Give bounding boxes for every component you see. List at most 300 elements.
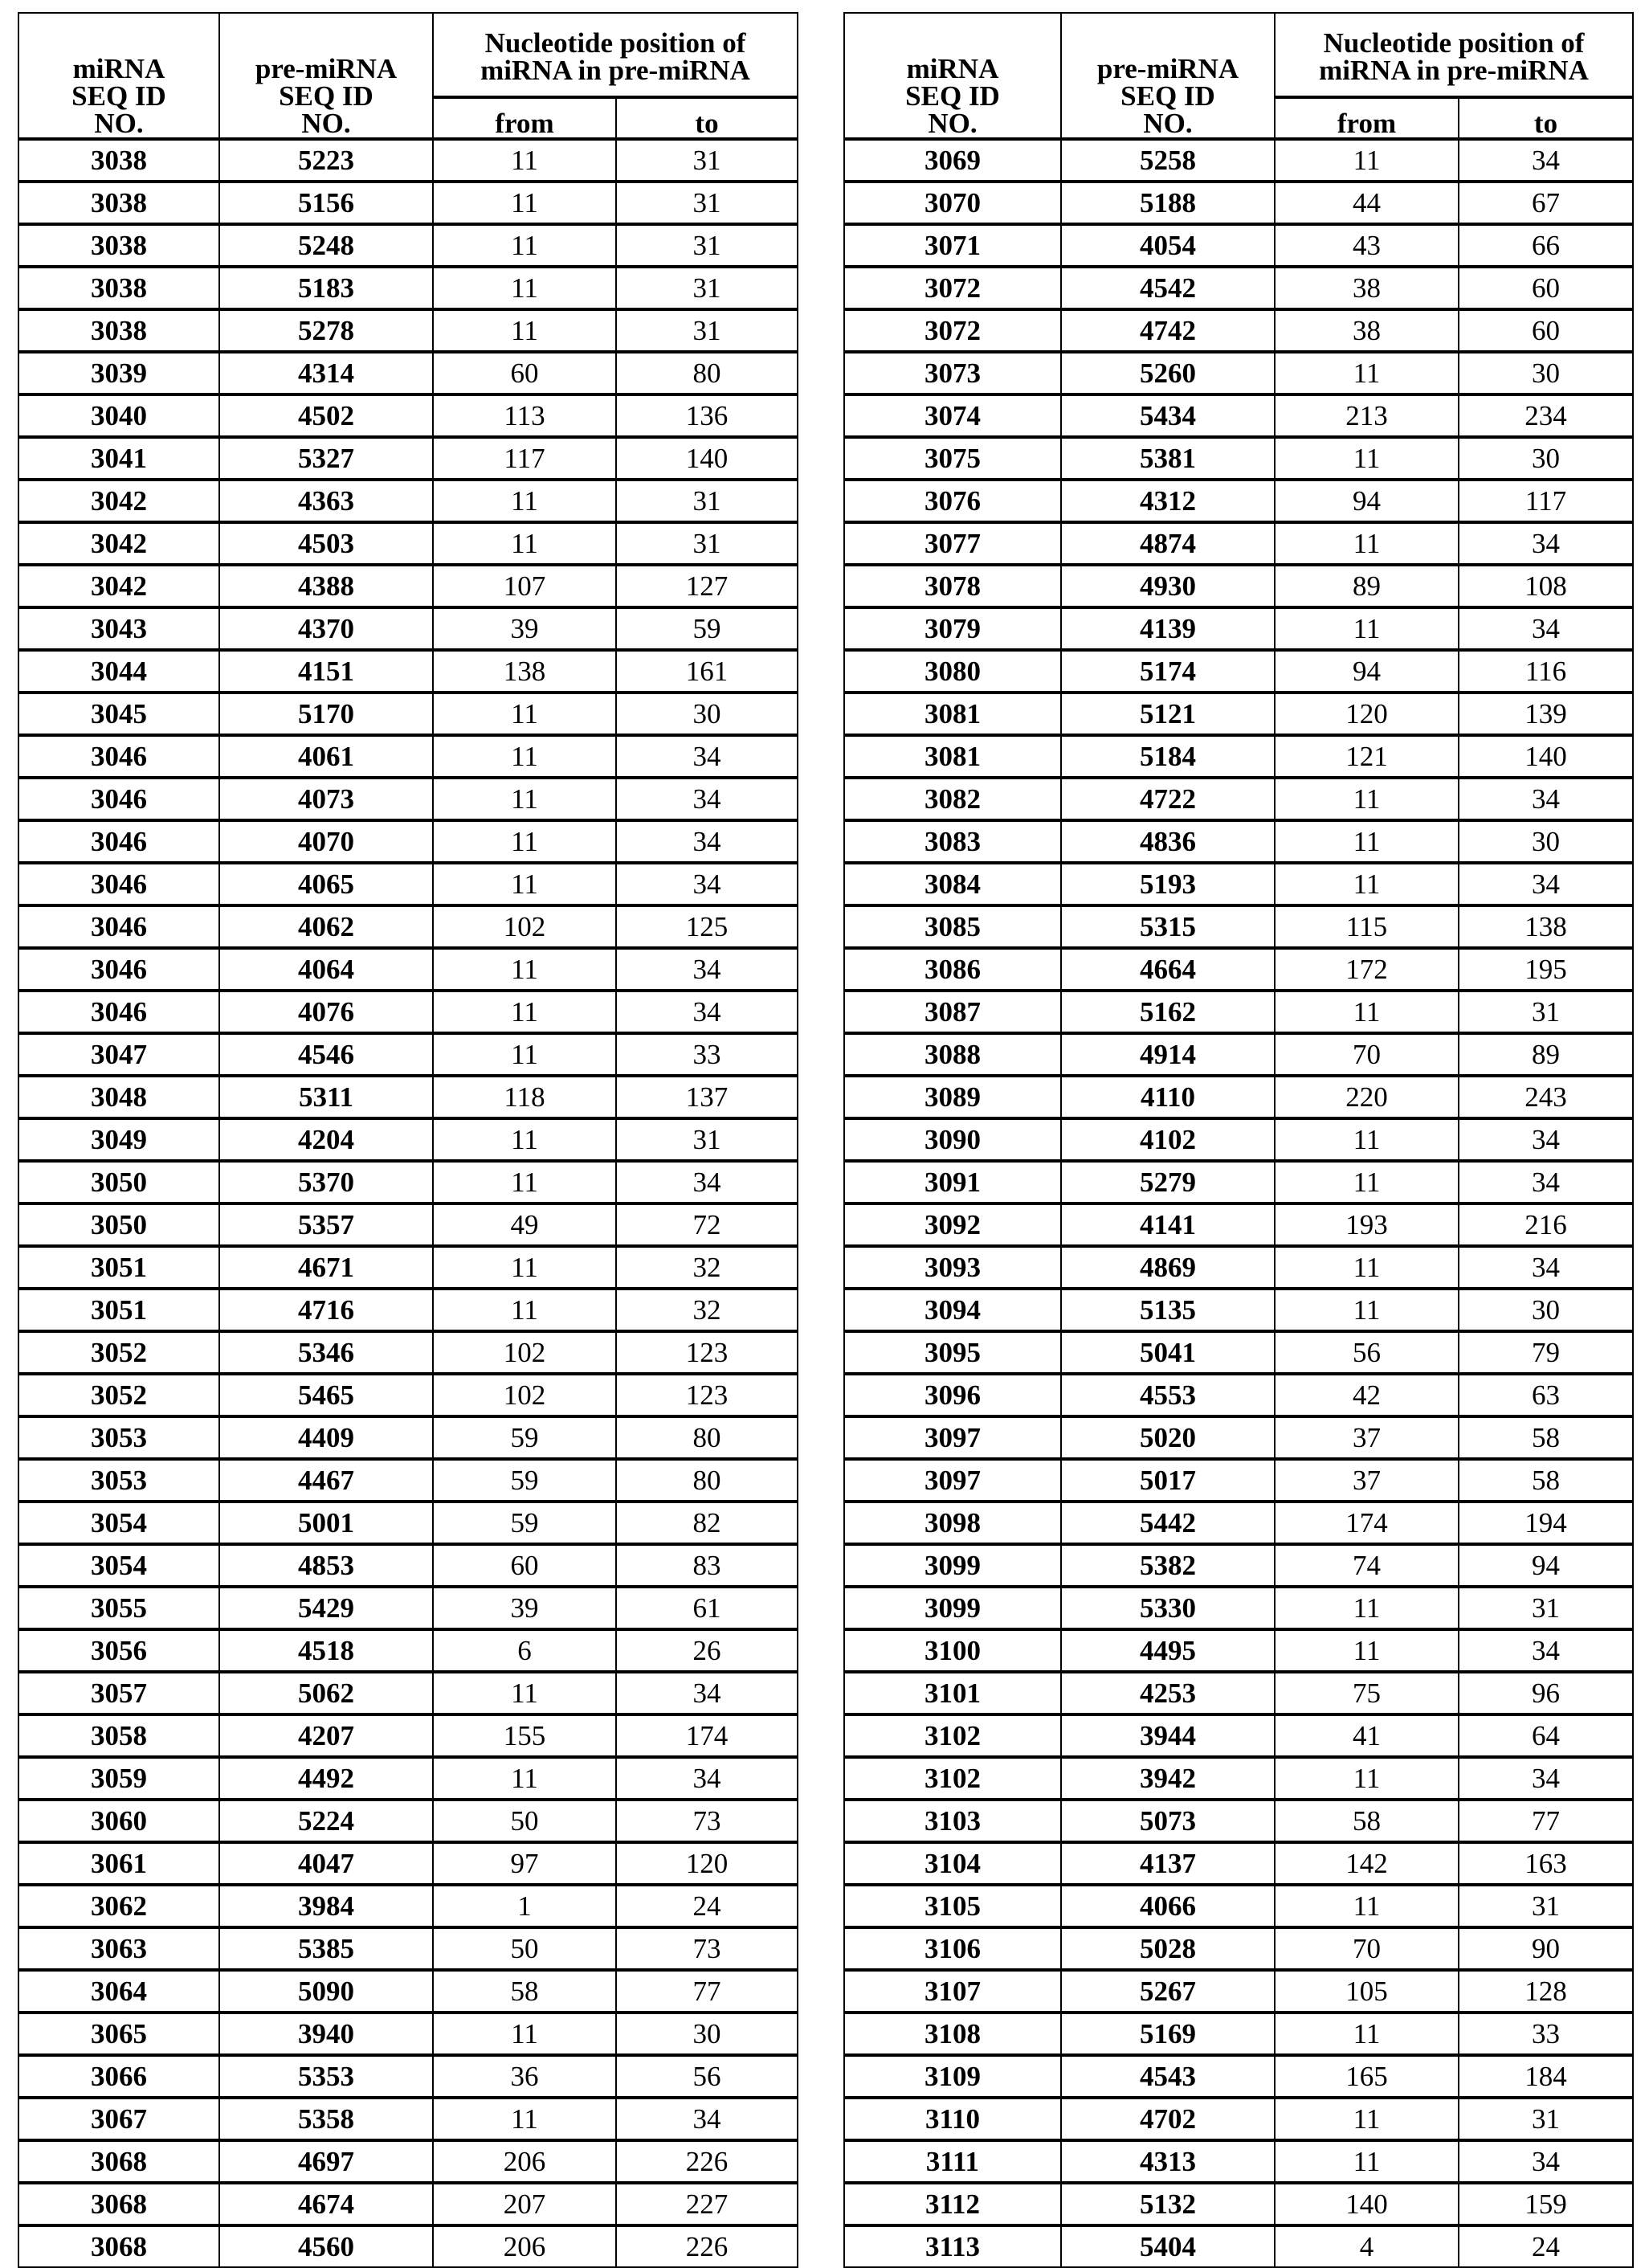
header-pre-mirna-seq-id: [1061, 13, 1275, 139]
mirna-seq-id-cell: 3072: [844, 267, 1061, 309]
table-row: [18, 1587, 798, 1629]
table-row: [844, 1544, 1633, 1587]
pre-mirna-seq-id-cell: 5346: [219, 1331, 433, 1374]
to-cell: 90: [1459, 1927, 1633, 1970]
to-cell: 30: [616, 2013, 798, 2055]
to-cell: 34: [1459, 2140, 1633, 2183]
to-cell: 32: [616, 1289, 798, 1331]
table-row: [844, 480, 1633, 522]
header-mirna-seq-id: [844, 13, 1061, 139]
mirna-seq-id-cell: 3094: [844, 1289, 1061, 1331]
pre-mirna-seq-id-cell: 3940: [219, 2013, 433, 2055]
from-cell: 39: [433, 607, 616, 650]
mirna-seq-id-cell: 3038: [18, 182, 219, 224]
from-cell: 11: [1275, 1587, 1459, 1629]
mirna-seq-id-cell: 3110: [844, 2098, 1061, 2140]
from-cell: 75: [1275, 1672, 1459, 1714]
pre-mirna-seq-id-cell: 4151: [219, 650, 433, 693]
from-cell: 59: [433, 1416, 616, 1459]
to-cell: 31: [616, 522, 798, 565]
pre-mirna-seq-id-cell: 5311: [219, 1076, 433, 1118]
pre-mirna-seq-id-cell: 4560: [219, 2225, 433, 2267]
to-cell: 117: [1459, 480, 1633, 522]
table-row: [18, 267, 798, 309]
from-cell: 97: [433, 1842, 616, 1885]
table-row: [844, 2183, 1633, 2225]
pre-mirna-seq-id-cell: 5385: [219, 1927, 433, 1970]
table-row: [844, 607, 1633, 650]
to-cell: 184: [1459, 2055, 1633, 2098]
to-cell: 34: [1459, 1161, 1633, 1203]
to-cell: 34: [1459, 863, 1633, 905]
table-row: [18, 948, 798, 991]
pre-mirna-seq-id-cell: 4102: [1061, 1118, 1275, 1161]
header-mirna-seq-id: [18, 13, 219, 139]
mirna-seq-id-cell: 3083: [844, 820, 1061, 863]
header-text: SEQ ID: [1120, 80, 1215, 112]
to-cell: 120: [616, 1842, 798, 1885]
header-from: from: [433, 97, 616, 139]
table-row: [844, 2225, 1633, 2267]
from-cell: 102: [433, 1374, 616, 1416]
mirna-seq-id-cell: 3041: [18, 437, 219, 480]
from-cell: 105: [1275, 1970, 1459, 2013]
pre-mirna-seq-id-cell: 4546: [219, 1033, 433, 1076]
header-text: SEQ ID: [279, 80, 373, 112]
to-cell: 34: [1459, 607, 1633, 650]
pre-mirna-seq-id-cell: 5434: [1061, 394, 1275, 437]
from-cell: 11: [1275, 1246, 1459, 1289]
pre-mirna-seq-id-cell: 5188: [1061, 182, 1275, 224]
pre-mirna-seq-id-cell: 5062: [219, 1672, 433, 1714]
mirna-seq-id-cell: 3074: [844, 394, 1061, 437]
to-cell: 63: [1459, 1374, 1633, 1416]
to-cell: 58: [1459, 1459, 1633, 1502]
to-cell: 80: [616, 1416, 798, 1459]
from-cell: 59: [433, 1502, 616, 1544]
table-row: [844, 224, 1633, 267]
to-cell: 24: [616, 1885, 798, 1927]
from-cell: 213: [1275, 394, 1459, 437]
mirna-seq-id-cell: 3100: [844, 1629, 1061, 1672]
pre-mirna-seq-id-cell: 4141: [1061, 1203, 1275, 1246]
pre-mirna-seq-id-cell: 4065: [219, 863, 433, 905]
header-to: to: [1459, 97, 1633, 139]
pre-mirna-seq-id-cell: 5267: [1061, 1970, 1275, 2013]
pre-mirna-seq-id-cell: 4671: [219, 1246, 433, 1289]
to-cell: 30: [616, 693, 798, 735]
table-row: [844, 352, 1633, 394]
pre-mirna-seq-id-cell: 4253: [1061, 1672, 1275, 1714]
from-cell: 207: [433, 2183, 616, 2225]
pre-mirna-seq-id-cell: 5429: [219, 1587, 433, 1629]
pre-mirna-seq-id-cell: 5162: [1061, 991, 1275, 1033]
table-row: [18, 991, 798, 1033]
table-row: [844, 778, 1633, 820]
mirna-seq-id-cell: 3082: [844, 778, 1061, 820]
pre-mirna-seq-id-cell: 4062: [219, 905, 433, 948]
from-cell: 11: [433, 735, 616, 778]
from-cell: 39: [433, 1587, 616, 1629]
mirna-seq-id-cell: 3067: [18, 2098, 219, 2140]
mirna-seq-id-cell: 3073: [844, 352, 1061, 394]
from-cell: 11: [433, 1161, 616, 1203]
mirna-seq-id-cell: 3080: [844, 650, 1061, 693]
from-cell: 120: [1275, 693, 1459, 735]
pre-mirna-seq-id-cell: 4054: [1061, 224, 1275, 267]
to-cell: 195: [1459, 948, 1633, 991]
from-cell: 11: [433, 522, 616, 565]
mirna-seq-id-cell: 3081: [844, 693, 1061, 735]
pre-mirna-seq-id-cell: 5358: [219, 2098, 433, 2140]
table-row: [844, 693, 1633, 735]
table-row: [18, 565, 798, 607]
from-cell: 138: [433, 650, 616, 693]
to-cell: 31: [616, 480, 798, 522]
from-cell: 11: [433, 863, 616, 905]
header-text: NO.: [928, 108, 977, 139]
to-cell: 161: [616, 650, 798, 693]
to-cell: 34: [1459, 139, 1633, 182]
pre-mirna-seq-id-cell: 4495: [1061, 1629, 1275, 1672]
pre-mirna-seq-id-cell: 4697: [219, 2140, 433, 2183]
from-cell: 11: [433, 2098, 616, 2140]
from-cell: 206: [433, 2140, 616, 2183]
table-row: [18, 1331, 798, 1374]
from-cell: 56: [1275, 1331, 1459, 1374]
table-row: [844, 1927, 1633, 1970]
mirna-seq-id-cell: 3107: [844, 1970, 1061, 2013]
pre-mirna-seq-id-cell: 5315: [1061, 905, 1275, 948]
to-cell: 30: [1459, 437, 1633, 480]
from-cell: 11: [433, 480, 616, 522]
table-row: [844, 1587, 1633, 1629]
pre-mirna-seq-id-cell: 5156: [219, 182, 433, 224]
table-body-left: [18, 139, 798, 2267]
from-cell: 11: [1275, 352, 1459, 394]
to-cell: 80: [616, 352, 798, 394]
pre-mirna-seq-id-cell: 4543: [1061, 2055, 1275, 2098]
mirna-seq-id-cell: 3099: [844, 1587, 1061, 1629]
pre-mirna-seq-id-cell: 5465: [219, 1374, 433, 1416]
from-cell: 6: [433, 1629, 616, 1672]
from-cell: 70: [1275, 1033, 1459, 1076]
to-cell: 243: [1459, 1076, 1633, 1118]
pre-mirna-seq-id-cell: 4207: [219, 1714, 433, 1757]
mirna-seq-id-cell: 3042: [18, 565, 219, 607]
to-cell: 31: [1459, 1587, 1633, 1629]
pre-mirna-seq-id-cell: 3984: [219, 1885, 433, 1927]
to-cell: 137: [616, 1076, 798, 1118]
header-text: pre-miRNA: [255, 53, 397, 84]
from-cell: 11: [433, 182, 616, 224]
mirna-seq-id-cell: 3046: [18, 991, 219, 1033]
from-cell: 38: [1275, 267, 1459, 309]
pre-mirna-seq-id-cell: 5028: [1061, 1927, 1275, 1970]
table-row: [844, 1246, 1633, 1289]
mirna-seq-id-cell: 3092: [844, 1203, 1061, 1246]
pre-mirna-seq-id-cell: 5223: [219, 139, 433, 182]
table-row: [18, 394, 798, 437]
pre-mirna-seq-id-cell: 4492: [219, 1757, 433, 1800]
from-cell: 11: [1275, 991, 1459, 1033]
from-cell: 11: [1275, 2140, 1459, 2183]
from-cell: 11: [1275, 1289, 1459, 1331]
pre-mirna-seq-id-cell: 4110: [1061, 1076, 1275, 1118]
mirna-seq-id-cell: 3046: [18, 905, 219, 948]
mirna-seq-id-cell: 3053: [18, 1416, 219, 1459]
table-row: [844, 991, 1633, 1033]
to-cell: 34: [616, 1757, 798, 1800]
to-cell: 96: [1459, 1672, 1633, 1714]
mirna-seq-id-cell: 3038: [18, 224, 219, 267]
to-cell: 139: [1459, 693, 1633, 735]
to-cell: 30: [1459, 1289, 1633, 1331]
to-cell: 77: [1459, 1800, 1633, 1842]
table-row: [18, 522, 798, 565]
mirna-seq-id-cell: 3078: [844, 565, 1061, 607]
from-cell: 11: [433, 1672, 616, 1714]
table-row: [18, 607, 798, 650]
mirna-seq-id-cell: 3076: [844, 480, 1061, 522]
to-cell: 33: [1459, 2013, 1633, 2055]
header-text: SEQ ID: [905, 80, 1000, 112]
table-row: [18, 1544, 798, 1587]
to-cell: 128: [1459, 1970, 1633, 2013]
header-text: miRNA in pre-miRNA: [480, 55, 750, 86]
table-row: [844, 1203, 1633, 1246]
pre-mirna-seq-id-cell: 4070: [219, 820, 433, 863]
pre-mirna-seq-id-cell: 4869: [1061, 1246, 1275, 1289]
header-text: miRNA: [907, 53, 999, 84]
table-row: [18, 693, 798, 735]
to-cell: 31: [616, 267, 798, 309]
mirna-seq-id-cell: 3068: [18, 2225, 219, 2267]
mirna-seq-id-cell: 3072: [844, 309, 1061, 352]
pre-mirna-seq-id-cell: 5278: [219, 309, 433, 352]
pre-mirna-seq-id-cell: 5382: [1061, 1544, 1275, 1587]
table-row: [844, 1076, 1633, 1118]
table-row: [844, 735, 1633, 778]
mirna-seq-id-cell: 3104: [844, 1842, 1061, 1885]
table-row: [18, 1502, 798, 1544]
table-row: [844, 1416, 1633, 1459]
table-row: [844, 1289, 1633, 1331]
mirna-seq-id-cell: 3044: [18, 650, 219, 693]
header-text: NO.: [1143, 108, 1192, 139]
from-cell: 44: [1275, 182, 1459, 224]
header-text: pre-miRNA: [1097, 53, 1239, 84]
from-cell: 11: [1275, 1629, 1459, 1672]
pre-mirna-seq-id-cell: 5224: [219, 1800, 433, 1842]
to-cell: 123: [616, 1374, 798, 1416]
table-row: [18, 2183, 798, 2225]
pre-mirna-seq-id-cell: 4503: [219, 522, 433, 565]
from-cell: 115: [1275, 905, 1459, 948]
pre-mirna-seq-id-cell: 4914: [1061, 1033, 1275, 1076]
to-cell: 64: [1459, 1714, 1633, 1757]
mirna-seq-id-cell: 3046: [18, 778, 219, 820]
pre-mirna-seq-id-cell: 4363: [219, 480, 433, 522]
mirna-seq-id-cell: 3038: [18, 267, 219, 309]
from-cell: 11: [433, 1757, 616, 1800]
pre-mirna-seq-id-cell: 3944: [1061, 1714, 1275, 1757]
to-cell: 34: [616, 820, 798, 863]
mirna-seq-id-cell: 3043: [18, 607, 219, 650]
pre-mirna-seq-id-cell: 4064: [219, 948, 433, 991]
header-text: Nucleotide position of: [485, 27, 746, 59]
from-cell: 60: [433, 1544, 616, 1587]
mirna-seq-id-cell: 3077: [844, 522, 1061, 565]
to-cell: 34: [1459, 1118, 1633, 1161]
mirna-seq-id-cell: 3106: [844, 1927, 1061, 1970]
mirna-seq-id-cell: 3057: [18, 1672, 219, 1714]
table-row: [844, 2098, 1633, 2140]
mirna-seq-id-cell: 3113: [844, 2225, 1061, 2267]
pre-mirna-seq-id-cell: 5404: [1061, 2225, 1275, 2267]
mirna-table-left: [18, 12, 798, 2268]
pre-mirna-seq-id-cell: 4204: [219, 1118, 433, 1161]
to-cell: 34: [1459, 1629, 1633, 1672]
from-cell: 193: [1275, 1203, 1459, 1246]
table-row: [844, 309, 1633, 352]
mirna-seq-id-cell: 3052: [18, 1374, 219, 1416]
to-cell: 31: [616, 1118, 798, 1161]
mirna-seq-id-cell: 3087: [844, 991, 1061, 1033]
to-cell: 72: [616, 1203, 798, 1246]
table-row: [18, 1161, 798, 1203]
header-from: from: [1275, 97, 1459, 139]
table-row: [844, 1970, 1633, 2013]
pre-mirna-seq-id-cell: 4409: [219, 1416, 433, 1459]
table-row: [844, 1118, 1633, 1161]
mirna-seq-id-cell: 3059: [18, 1757, 219, 1800]
from-cell: 11: [1275, 1757, 1459, 1800]
pre-mirna-seq-id-cell: 5169: [1061, 2013, 1275, 2055]
to-cell: 80: [616, 1459, 798, 1502]
pre-mirna-seq-id-cell: 4314: [219, 352, 433, 394]
table-row: [844, 267, 1633, 309]
from-cell: 94: [1275, 480, 1459, 522]
to-cell: 174: [616, 1714, 798, 1757]
mirna-seq-id-cell: 3091: [844, 1161, 1061, 1203]
to-cell: 234: [1459, 394, 1633, 437]
table-row: [844, 394, 1633, 437]
header-text: Nucleotide position of: [1324, 27, 1585, 59]
table-row: [18, 480, 798, 522]
mirna-seq-id-cell: 3058: [18, 1714, 219, 1757]
to-cell: 59: [616, 607, 798, 650]
pre-mirna-seq-id-cell: 5184: [1061, 735, 1275, 778]
to-cell: 60: [1459, 267, 1633, 309]
mirna-seq-id-cell: 3090: [844, 1118, 1061, 1161]
pre-mirna-seq-id-cell: 4542: [1061, 267, 1275, 309]
pre-mirna-seq-id-cell: 4312: [1061, 480, 1275, 522]
table-row: [844, 437, 1633, 480]
to-cell: 34: [616, 1161, 798, 1203]
pre-mirna-seq-id-cell: 4076: [219, 991, 433, 1033]
to-cell: 26: [616, 1629, 798, 1672]
table-row: [18, 1203, 798, 1246]
table-row: [844, 1842, 1633, 1885]
pre-mirna-seq-id-cell: 4664: [1061, 948, 1275, 991]
from-cell: 49: [433, 1203, 616, 1246]
to-cell: 31: [616, 139, 798, 182]
mirna-seq-id-cell: 3051: [18, 1246, 219, 1289]
header-text: NO.: [94, 108, 143, 139]
pre-mirna-seq-id-cell: 5001: [219, 1502, 433, 1544]
pre-mirna-seq-id-cell: 4874: [1061, 522, 1275, 565]
mirna-seq-id-cell: 3105: [844, 1885, 1061, 1927]
to-cell: 83: [616, 1544, 798, 1587]
mirna-seq-id-cell: 3066: [18, 2055, 219, 2098]
pre-mirna-seq-id-cell: 5121: [1061, 693, 1275, 735]
table-row: [18, 1672, 798, 1714]
table-row: [844, 1033, 1633, 1076]
from-cell: 11: [1275, 2098, 1459, 2140]
from-cell: 11: [1275, 2013, 1459, 2055]
pre-mirna-seq-id-cell: 4467: [219, 1459, 433, 1502]
table-row: [844, 2013, 1633, 2055]
mirna-seq-id-cell: 3088: [844, 1033, 1061, 1076]
to-cell: 31: [1459, 2098, 1633, 2140]
table-row: [844, 1672, 1633, 1714]
from-cell: 117: [433, 437, 616, 480]
table-row: [18, 1629, 798, 1672]
pre-mirna-seq-id-cell: 5183: [219, 267, 433, 309]
mirna-seq-id-cell: 3102: [844, 1714, 1061, 1757]
from-cell: 37: [1275, 1459, 1459, 1502]
from-cell: 220: [1275, 1076, 1459, 1118]
pre-mirna-seq-id-cell: 4061: [219, 735, 433, 778]
mirna-seq-id-cell: 3096: [844, 1374, 1061, 1416]
to-cell: 31: [1459, 1885, 1633, 1927]
from-cell: 11: [433, 820, 616, 863]
from-cell: 174: [1275, 1502, 1459, 1544]
mirna-seq-id-cell: 3068: [18, 2183, 219, 2225]
from-cell: 36: [433, 2055, 616, 2098]
to-cell: 77: [616, 1970, 798, 2013]
to-cell: 31: [616, 309, 798, 352]
to-cell: 89: [1459, 1033, 1633, 1076]
mirna-seq-id-cell: 3045: [18, 693, 219, 735]
table-row: [18, 1118, 798, 1161]
pre-mirna-seq-id-cell: 4137: [1061, 1842, 1275, 1885]
table-row: [844, 863, 1633, 905]
from-cell: 11: [1275, 607, 1459, 650]
from-cell: 70: [1275, 1927, 1459, 1970]
pre-mirna-seq-id-cell: 5442: [1061, 1502, 1275, 1544]
mirna-seq-id-cell: 3048: [18, 1076, 219, 1118]
to-cell: 34: [1459, 1246, 1633, 1289]
pre-mirna-seq-id-cell: 4853: [219, 1544, 433, 1587]
to-cell: 94: [1459, 1544, 1633, 1587]
table-row: [18, 1289, 798, 1331]
table-row: [844, 2055, 1633, 2098]
mirna-seq-id-cell: 3069: [844, 139, 1061, 182]
table-body-right: [844, 139, 1633, 2267]
mirna-seq-id-cell: 3050: [18, 1203, 219, 1246]
from-cell: 38: [1275, 309, 1459, 352]
mirna-seq-id-cell: 3042: [18, 522, 219, 565]
from-cell: 58: [1275, 1800, 1459, 1842]
mirna-seq-id-cell: 3065: [18, 2013, 219, 2055]
table-row: [844, 1885, 1633, 1927]
mirna-seq-id-cell: 3042: [18, 480, 219, 522]
header-text: miRNA: [73, 53, 165, 84]
mirna-seq-id-cell: 3085: [844, 905, 1061, 948]
pre-mirna-seq-id-cell: 5090: [219, 1970, 433, 2013]
